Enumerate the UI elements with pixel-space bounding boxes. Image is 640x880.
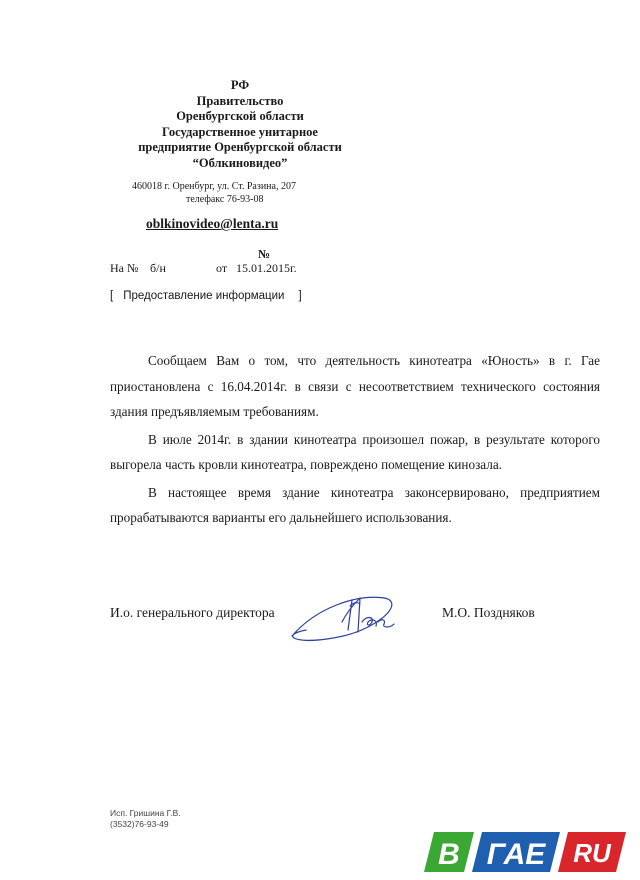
signatory-name: М.О. Поздняков bbox=[442, 605, 535, 620]
executor-name: Исп. Гришина Г.В. bbox=[110, 808, 181, 818]
letterhead-country: РФ bbox=[230, 78, 250, 92]
letterhead-line-2: Оренбургской области bbox=[176, 109, 304, 123]
outgoing-number-sign: № bbox=[258, 247, 271, 261]
letterhead bbox=[130, 78, 350, 171]
date-label: от bbox=[216, 261, 228, 275]
subject-text: Предоставление информации bbox=[123, 290, 285, 302]
postal-address: 460018 г. Оренбург, ул. Ст. Разина, 207 bbox=[132, 181, 296, 192]
email-address[interactable]: oblkinovideo@lenta.ru bbox=[146, 216, 279, 231]
in-reply-label: На № bbox=[110, 261, 139, 275]
logo-text-3: RU bbox=[573, 838, 611, 868]
signatory-title: И.о. генерального директора bbox=[110, 605, 275, 620]
handwritten-signature bbox=[286, 588, 416, 648]
address-block bbox=[132, 180, 296, 206]
letterhead-line-5: “Облкиновидео” bbox=[192, 155, 288, 170]
in-reply-value: б/н bbox=[150, 261, 166, 275]
letterhead-line-1: Правительство bbox=[196, 93, 284, 108]
letterhead-line-3: Государственное унитарное bbox=[162, 124, 318, 139]
body-paragraph-1: Сообщаем Вам о том, что деятельность кинотеатра «Юность» в г. Гае приостановлена с 16.04.2014г. в связи с несоответствием технического состояния здания предъявляемым требованиям. bbox=[110, 353, 600, 419]
letter-date: 15.01.2015г. bbox=[236, 261, 297, 275]
executor-phone: (3532)76-93-49 bbox=[110, 819, 169, 829]
body-paragraph-3: В настоящее время здание кинотеатра законсервировано, предприятием прорабатываются варианты его дальнейшего использования. bbox=[110, 484, 600, 525]
subject-open-bracket: [ bbox=[110, 290, 114, 302]
subject-close-bracket: ] bbox=[298, 290, 302, 302]
site-logo bbox=[420, 828, 630, 876]
letterhead-line-4: предприятие Оренбургской области bbox=[138, 140, 342, 154]
logo-text-2: ГАЕ bbox=[486, 838, 546, 871]
reference-row bbox=[110, 247, 340, 277]
subject-line bbox=[110, 290, 302, 302]
fax-number: телефакс 76-93-08 bbox=[186, 194, 264, 205]
letter-body bbox=[110, 348, 600, 531]
logo-text-1: В bbox=[438, 838, 460, 871]
body-paragraph-2: В июле 2014г. в здании кинотеатра произошел пожар, в результате которого выгорела часть кровли кинотеатра, повреждено помещение кинозала. bbox=[110, 431, 600, 472]
executor-info bbox=[110, 808, 181, 830]
